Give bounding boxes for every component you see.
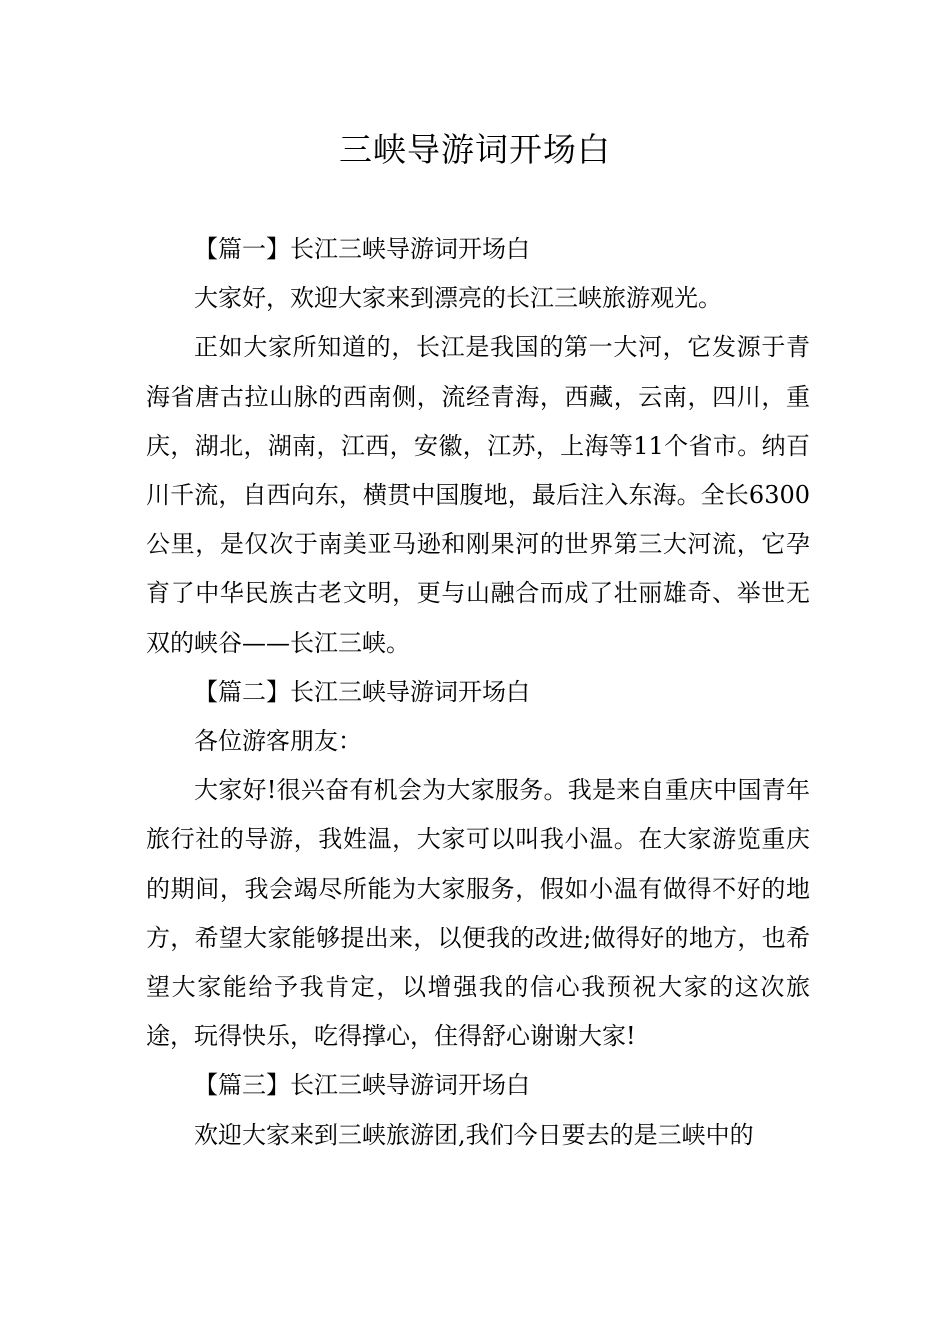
section-heading-1: 【篇一】长江三峡导游词开场白 <box>194 235 530 263</box>
document-title: 三峡导游词开场白 <box>339 130 611 169</box>
section-heading-2: 【篇二】长江三峡导游词开场白 <box>194 677 530 706</box>
paragraph: 大家好，欢迎大家来到漂亮的长江三峡旅游观光。 <box>194 284 722 313</box>
paragraph: 各位游客朋友： <box>194 727 362 756</box>
paragraph: 大家好!很兴奋有机会为大家服务。我是来自重庆中国青年旅行社的导游，我姓温，大家可以叫我小温。在大家游览重庆的期间，我会竭尽所能为大家服务，假如小温有做得不好的地方，希望大家能够提出来，以便我的改进;做得好的地方，也希望大家能给予我肯定，以增强我的信心我预祝大家的这次旅途，玩得快乐，吃得撑心，住得舒心谢谢大家! <box>146 776 810 1051</box>
paragraph: 欢迎大家来到三峡旅游团,我们今日要去的是三峡中的 <box>194 1120 754 1149</box>
document-body <box>146 225 810 1160</box>
paragraph: 正如大家所知道的，长江是我国的第一大河，它发源于青海省唐古拉山脉的西南侧，流经青海，西藏，云南，四川，重庆，湖北，湖南，江西，安徽，江苏，上海等11个省市。纳百川千流，自西向东，横贯中国腹地，最后注入东海。全长6300公里，是仅次于南美亚马逊和刚果河的世界第三大河流，它孕育了中华民族古老文明，更与山融合而成了壮丽雄奇、举世无双的峡谷——长江三峡。 <box>146 333 810 657</box>
section-heading-3: 【篇三】长江三峡导游词开场白 <box>194 1071 530 1100</box>
